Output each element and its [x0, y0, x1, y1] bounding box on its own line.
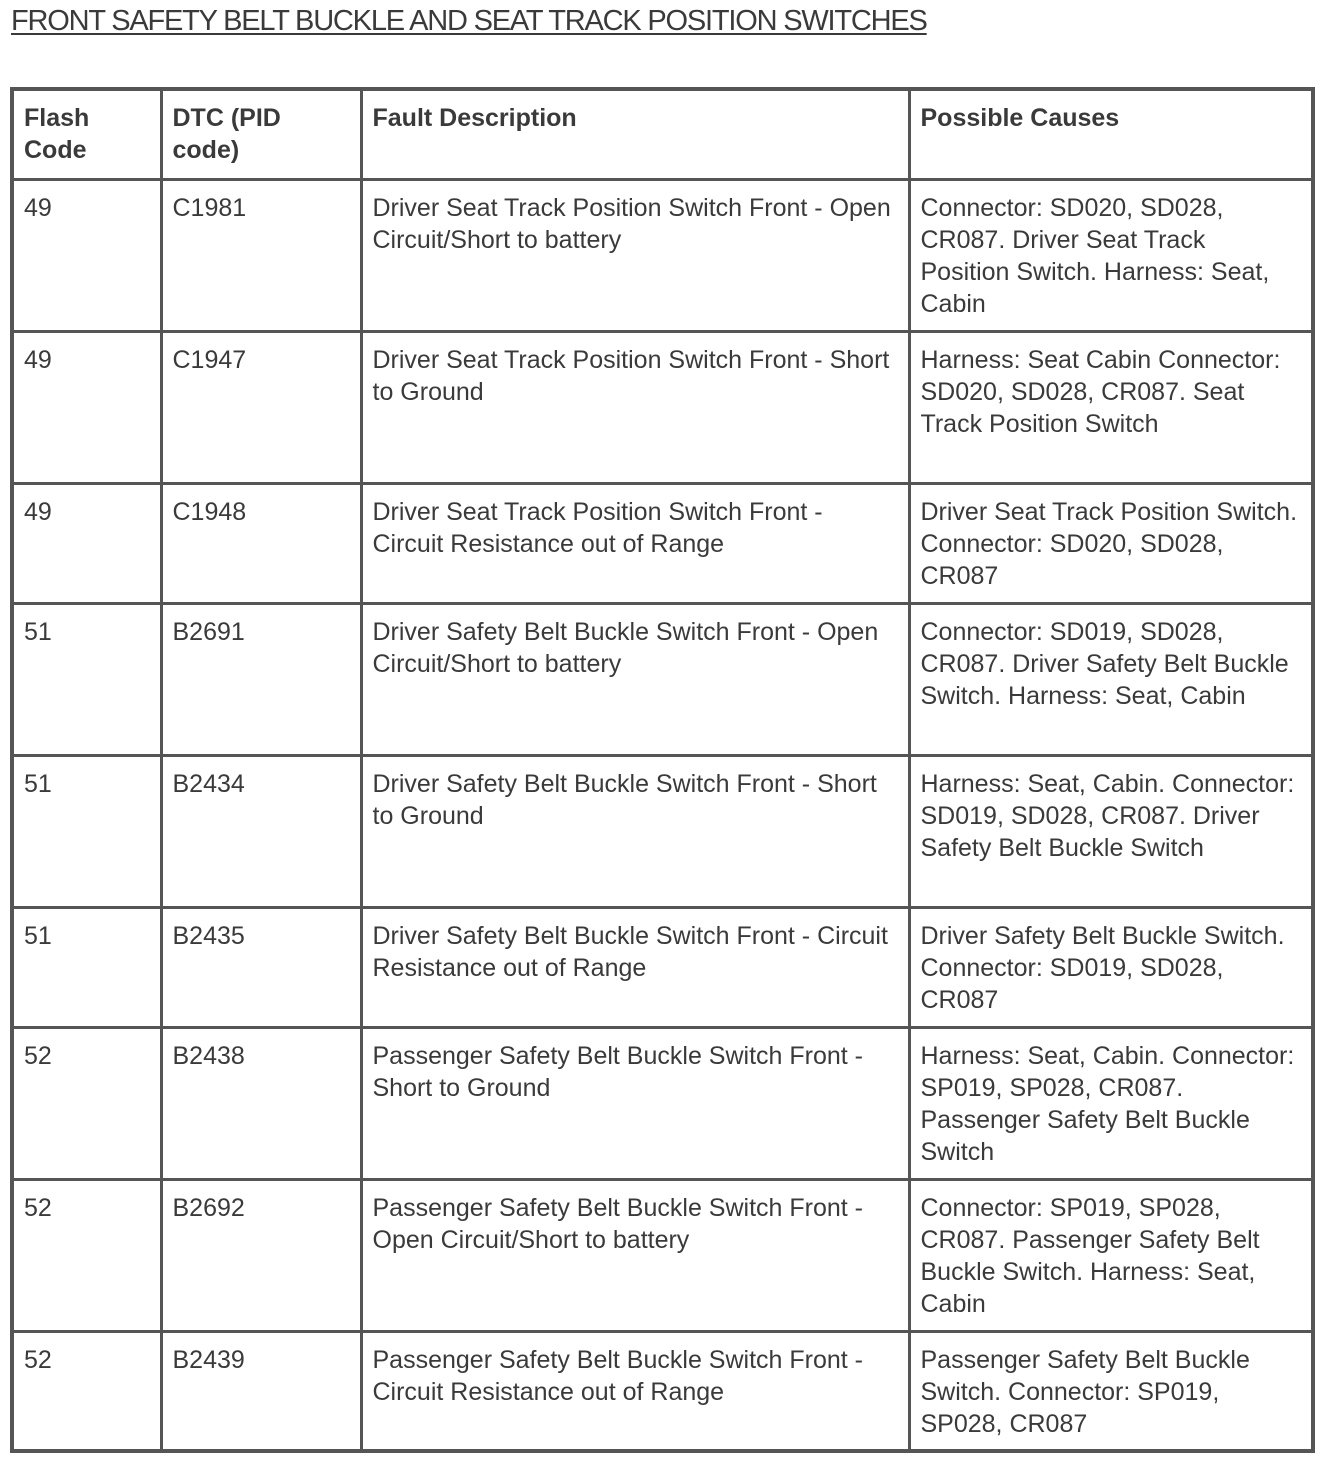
table-row: [12, 331, 1313, 483]
cell-dtc: B2692: [161, 1179, 361, 1331]
cell-flash-code: 52: [12, 1027, 161, 1179]
cell-flash-code: 49: [12, 331, 161, 483]
cell-flash-code: 49: [12, 179, 161, 331]
cell-fault-description: Driver Seat Track Position Switch Front - Circuit Resistance out of Range: [361, 483, 909, 603]
cell-dtc: B2691: [161, 603, 361, 755]
page-title: FRONT SAFETY BELT BUCKLE AND SEAT TRACK POSITION SWITCHES: [11, 5, 927, 37]
header-flash-code: Flash Code: [12, 89, 161, 179]
header-dtc: DTC (PID code): [161, 89, 361, 179]
cell-fault-description: Passenger Safety Belt Buckle Switch Front - Circuit Resistance out of Range: [361, 1331, 909, 1451]
table-row: [12, 483, 1313, 603]
cell-fault-description: Passenger Safety Belt Buckle Switch Front - Open Circuit/Short to battery: [361, 1179, 909, 1331]
cell-flash-code: 52: [12, 1331, 161, 1451]
cell-possible-causes: Passenger Safety Belt Buckle Switch. Connector: SP019, SP028, CR087: [909, 1331, 1313, 1451]
cell-possible-causes: Connector: SD019, SD028, CR087. Driver Safety Belt Buckle Switch. Harness: Seat, Cabin: [909, 603, 1313, 755]
cell-dtc: B2439: [161, 1331, 361, 1451]
cell-dtc: C1947: [161, 331, 361, 483]
cell-flash-code: 49: [12, 483, 161, 603]
table-row: [12, 603, 1313, 755]
cell-dtc: B2438: [161, 1027, 361, 1179]
cell-possible-causes: Driver Seat Track Position Switch. Connector: SD020, SD028, CR087: [909, 483, 1313, 603]
table-row: [12, 179, 1313, 331]
cell-fault-description: Driver Safety Belt Buckle Switch Front - Short to Ground: [361, 755, 909, 907]
table-row: [12, 1331, 1313, 1451]
cell-possible-causes: Driver Safety Belt Buckle Switch. Connector: SD019, SD028, CR087: [909, 907, 1313, 1027]
cell-dtc: C1981: [161, 179, 361, 331]
table-header-row: [12, 89, 1313, 179]
table-row: [12, 1027, 1313, 1179]
cell-possible-causes: Harness: Seat Cabin Connector: SD020, SD028, CR087. Seat Track Position Switch: [909, 331, 1313, 483]
cell-fault-description: Driver Safety Belt Buckle Switch Front - Open Circuit/Short to battery: [361, 603, 909, 755]
header-fault-description: Fault Description: [361, 89, 909, 179]
cell-possible-causes: Harness: Seat, Cabin. Connector: SD019, SD028, CR087. Driver Safety Belt Buckle Switch: [909, 755, 1313, 907]
cell-possible-causes: Connector: SD020, SD028, CR087. Driver Seat Track Position Switch. Harness: Seat, Cabin: [909, 179, 1313, 331]
cell-dtc: C1948: [161, 483, 361, 603]
cell-possible-causes: Harness: Seat, Cabin. Connector: SP019, SP028, CR087. Passenger Safety Belt Buckle Switch: [909, 1027, 1313, 1179]
cell-flash-code: 51: [12, 603, 161, 755]
cell-possible-causes: Connector: SP019, SP028, CR087. Passenger Safety Belt Buckle Switch. Harness: Seat, Cabin: [909, 1179, 1313, 1331]
cell-flash-code: 51: [12, 907, 161, 1027]
cell-fault-description: Passenger Safety Belt Buckle Switch Front - Short to Ground: [361, 1027, 909, 1179]
table-row: [12, 755, 1313, 907]
cell-fault-description: Driver Seat Track Position Switch Front - Open Circuit/Short to battery: [361, 179, 909, 331]
cell-dtc: B2434: [161, 755, 361, 907]
dtc-table: [10, 87, 1315, 1453]
cell-flash-code: 52: [12, 1179, 161, 1331]
cell-flash-code: 51: [12, 755, 161, 907]
header-possible-causes: Possible Causes: [909, 89, 1313, 179]
cell-fault-description: Driver Safety Belt Buckle Switch Front - Circuit Resistance out of Range: [361, 907, 909, 1027]
table-row: [12, 907, 1313, 1027]
cell-dtc: B2435: [161, 907, 361, 1027]
table-row: [12, 1179, 1313, 1331]
cell-fault-description: Driver Seat Track Position Switch Front - Short to Ground: [361, 331, 909, 483]
